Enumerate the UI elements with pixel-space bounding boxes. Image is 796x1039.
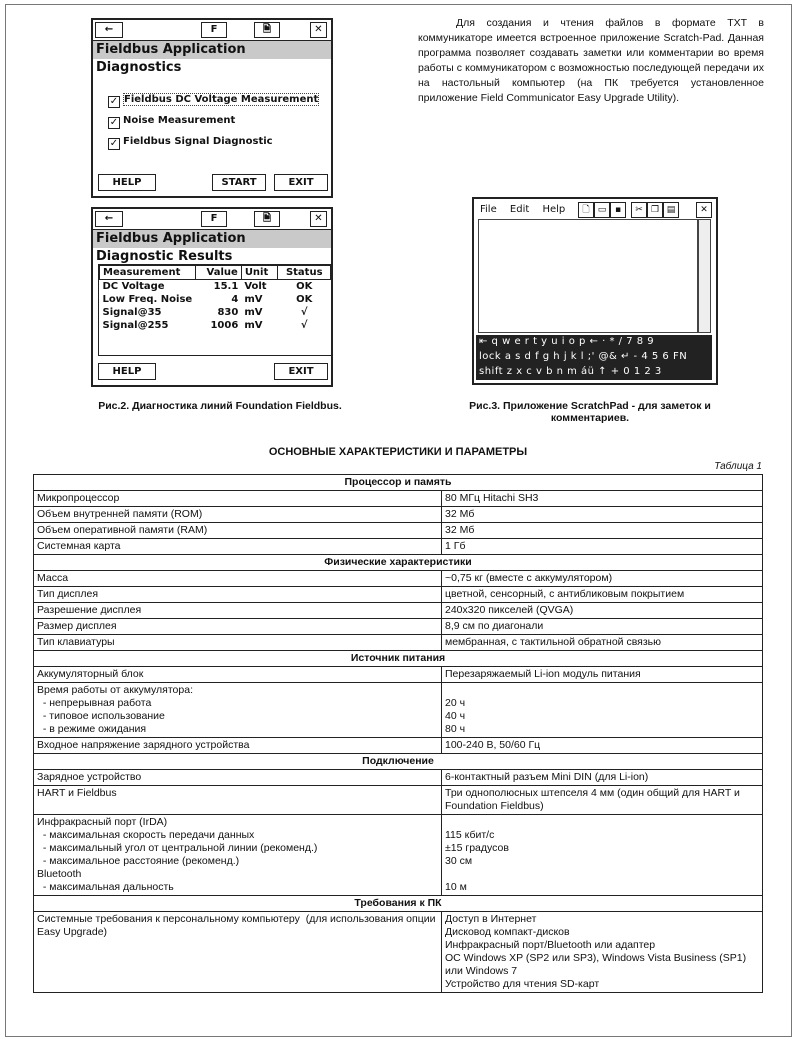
document-icon[interactable]: 🗎	[254, 211, 280, 227]
value-cell: цветной, сенсорный, с антибликовым покрытием	[442, 587, 763, 603]
menu-bar	[480, 204, 575, 215]
screen-subtitle: Diagnostics	[96, 60, 182, 75]
value-cell: 32 Мб	[442, 507, 763, 523]
cell-measurement: Low Freq. Noise	[102, 294, 193, 305]
parameter-cell: Объем внутренней памяти (ROM)	[34, 507, 442, 523]
device-toolbar	[93, 209, 331, 230]
table-row	[34, 667, 763, 683]
section-row	[34, 896, 763, 912]
table-row	[34, 491, 763, 507]
cell-status: √	[300, 320, 308, 331]
keyboard-row[interactable]: ⇤ q w e r t y u i o p ← · * / 7 8 9	[479, 336, 655, 347]
app-title: Fieldbus Application	[93, 41, 331, 59]
specifications-table	[33, 474, 763, 993]
table-row	[34, 507, 763, 523]
exit-button[interactable]: EXIT	[274, 174, 328, 191]
section-row	[34, 754, 763, 770]
value-cell: Доступ в Интернет Дисковод компакт-дисков Инфракрасный порт/Bluetooth или адаптер ОС Windows XP (SP2 или SP3), Windows Vista Business (SP1) или Windows 7 Устройство для чтения SD-карт	[442, 912, 763, 993]
parameter-cell: Инфракрасный порт (IrDA) - максимальная скорость передачи данных - максимальный угол от центральной линии (рекоменд.) - максимальное расстояние (рекоменд.) Bluetooth - максимальная дальность	[34, 815, 442, 896]
fieldbus-icon[interactable]: F	[201, 22, 227, 38]
figure-3-caption: Рис.3. Приложение ScratchPad - для заметок и комментариев.	[469, 400, 711, 424]
parameter-cell: Системная карта	[34, 539, 442, 555]
cell-unit: mV	[244, 320, 263, 331]
check-noise[interactable]	[108, 115, 235, 129]
checkbox-icon[interactable]: ✓	[109, 138, 119, 149]
section-title: Источник питания	[34, 651, 763, 667]
diagnostics-screen	[91, 18, 333, 198]
parameter-cell: Время работы от аккумулятора: - непрерывная работа - типовое использование - в режиме ожидания	[34, 683, 442, 738]
parameter-cell: Входное напряжение зарядного устройства	[34, 738, 442, 754]
value-cell: 240x320 пикселей (QVGA)	[442, 603, 763, 619]
value-cell: 6-контактный разъем Mini DIN (для Li-ion)	[442, 770, 763, 786]
value-cell: 1 Гб	[442, 539, 763, 555]
cell-measurement: Signal@255	[102, 320, 169, 331]
check-label: Fieldbus DC Voltage Measurement	[124, 94, 319, 105]
column-header: Status	[278, 266, 331, 280]
help-button[interactable]: HELP	[98, 363, 156, 380]
cell-status: OK	[296, 281, 313, 292]
app-title: Fieldbus Application	[93, 230, 331, 248]
scrollbar[interactable]	[698, 219, 711, 333]
save-icon[interactable]: ▪	[610, 202, 626, 218]
parameter-cell: Размер дисплея	[34, 619, 442, 635]
start-button[interactable]: START	[212, 174, 266, 191]
parameter-cell: Объем оперативной памяти (RAM)	[34, 523, 442, 539]
screen-subtitle: Diagnostic Results	[96, 249, 233, 264]
open-folder-icon[interactable]: ▭	[594, 202, 610, 218]
menu-edit[interactable]: Edit	[509, 204, 530, 215]
check-label: Noise Measurement	[123, 115, 236, 126]
cell-unit: mV	[244, 294, 263, 305]
parameter-cell: Масса	[34, 571, 442, 587]
section-title: Процессор и память	[34, 475, 763, 491]
fieldbus-icon[interactable]: F	[201, 211, 227, 227]
cell-measurement: Signal@35	[102, 307, 162, 318]
value-cell: 20 ч 40 ч 80 ч	[442, 683, 763, 738]
value-cell: 80 МГц Hitachi SH3	[442, 491, 763, 507]
exit-button[interactable]: EXIT	[274, 363, 328, 380]
checkbox-icon[interactable]: ✓	[109, 117, 119, 128]
keyboard-row[interactable]: shift z x c v b n m áü ↑ + 0 1 2 3	[479, 366, 662, 377]
close-icon[interactable]: ✕	[310, 22, 327, 38]
table-number: Таблица 1	[714, 461, 762, 472]
parameter-cell: Тип клавиатуры	[34, 635, 442, 651]
cell-value: 15.1	[213, 281, 239, 292]
column-header: Unit	[241, 266, 278, 280]
value-cell: 115 кбит/с ±15 градусов 30 см 10 м	[442, 815, 763, 896]
figure-2-caption: Рис.2. Диагностика линий Foundation Fieldbus.	[98, 400, 342, 412]
table-row	[34, 683, 763, 738]
value-cell: 8,9 см по диагонали	[442, 619, 763, 635]
cell-measurement: DC Voltage	[102, 281, 165, 292]
results-table	[98, 264, 332, 356]
check-label: Fieldbus Signal Diagnostic	[123, 136, 273, 147]
table-row	[34, 770, 763, 786]
copy-icon[interactable]: ❐	[647, 202, 663, 218]
value-cell: 32 Мб	[442, 523, 763, 539]
cell-value: 1006	[210, 320, 239, 331]
results-screen	[91, 207, 333, 387]
parameter-cell: Разрешение дисплея	[34, 603, 442, 619]
column-header: Value	[195, 266, 241, 280]
cell-unit: Volt	[244, 281, 267, 292]
table-row	[100, 280, 331, 294]
table-row	[34, 912, 763, 993]
section-row	[34, 555, 763, 571]
section-title: Требования к ПК	[34, 896, 763, 912]
value-cell: 100-240 В, 50/60 Гц	[442, 738, 763, 754]
text-area[interactable]	[478, 219, 698, 333]
close-icon[interactable]: ✕	[310, 211, 327, 227]
table-row	[34, 619, 763, 635]
value-cell: ~0,75 кг (вместе с аккумулятором)	[442, 571, 763, 587]
table-row	[34, 587, 763, 603]
menu-file[interactable]: File	[480, 204, 497, 215]
back-arrow-icon[interactable]: ←	[95, 211, 123, 227]
parameter-cell: Аккумуляторный блок	[34, 667, 442, 683]
table-heading: ОСНОВНЫЕ ХАРАКТЕРИСТИКИ И ПАРАМЕТРЫ	[268, 446, 528, 458]
table-header-row	[100, 266, 331, 280]
table-row	[34, 738, 763, 754]
table-row	[100, 306, 331, 319]
device-toolbar	[93, 20, 331, 41]
table-row	[34, 523, 763, 539]
cell-unit: mV	[244, 307, 263, 318]
table-row	[34, 635, 763, 651]
table-row	[34, 815, 763, 896]
table-row	[100, 293, 331, 306]
check-dc-voltage[interactable]	[108, 94, 319, 108]
document-icon[interactable]: 🗎	[254, 22, 280, 38]
parameter-cell: Зарядное устройство	[34, 770, 442, 786]
value-cell: Три однополюсных штепселя 4 мм (один общий для HART и Foundation Fieldbus)	[442, 786, 763, 815]
new-file-icon[interactable]: 🗋	[578, 202, 594, 218]
close-icon[interactable]: ✕	[696, 202, 712, 218]
cell-value: 4	[231, 294, 239, 305]
back-arrow-icon[interactable]: ←	[95, 22, 123, 38]
section-title: Подключение	[34, 754, 763, 770]
check-signal[interactable]	[108, 136, 273, 150]
table-row	[34, 571, 763, 587]
description-paragraph: Для создания и чтения файлов в формате TXT в коммуникаторе имеется встроенное приложение Scratch-Pad. Данная программа позволяет создавать заметки или комментарии во время работы с коммуникатором с возможностью последующей передачи их на настольный компьютер (на ПК требуется установленное приложение Field Communicator Easy Upgrade Utility).	[418, 17, 764, 104]
parameter-cell: Тип дисплея	[34, 587, 442, 603]
section-title: Физические характеристики	[34, 555, 763, 571]
cell-status: OK	[296, 294, 313, 305]
keyboard-row[interactable]: lock a s d f g h j k l ;' @& ↵ - 4 5 6 FN	[479, 351, 688, 362]
table-row	[100, 319, 331, 332]
column-header: Measurement	[100, 266, 196, 280]
section-row	[34, 651, 763, 667]
help-button[interactable]: HELP	[98, 174, 156, 191]
section-row	[34, 475, 763, 491]
cell-value: 830	[217, 307, 239, 318]
checkbox-icon[interactable]: ✓	[109, 96, 119, 107]
scratchpad-window	[472, 197, 718, 385]
paste-icon[interactable]: ▤	[663, 202, 679, 218]
parameter-cell: HART и Fieldbus	[34, 786, 442, 815]
table-row	[34, 539, 763, 555]
table-row	[34, 603, 763, 619]
menu-help[interactable]: Help	[542, 204, 566, 215]
parameter-cell: Системные требования к персональному компьютеру (для использования опции Easy Upgrade)	[34, 912, 442, 993]
parameter-cell: Микропроцессор	[34, 491, 442, 507]
cut-icon[interactable]: ✂	[631, 202, 647, 218]
value-cell: Перезаряжаемый Li-ion модуль питания	[442, 667, 763, 683]
cell-status: √	[300, 307, 308, 318]
value-cell: мембранная, с тактильной обратной связью	[442, 635, 763, 651]
table-row	[34, 786, 763, 815]
soft-keyboard[interactable]	[476, 335, 712, 380]
